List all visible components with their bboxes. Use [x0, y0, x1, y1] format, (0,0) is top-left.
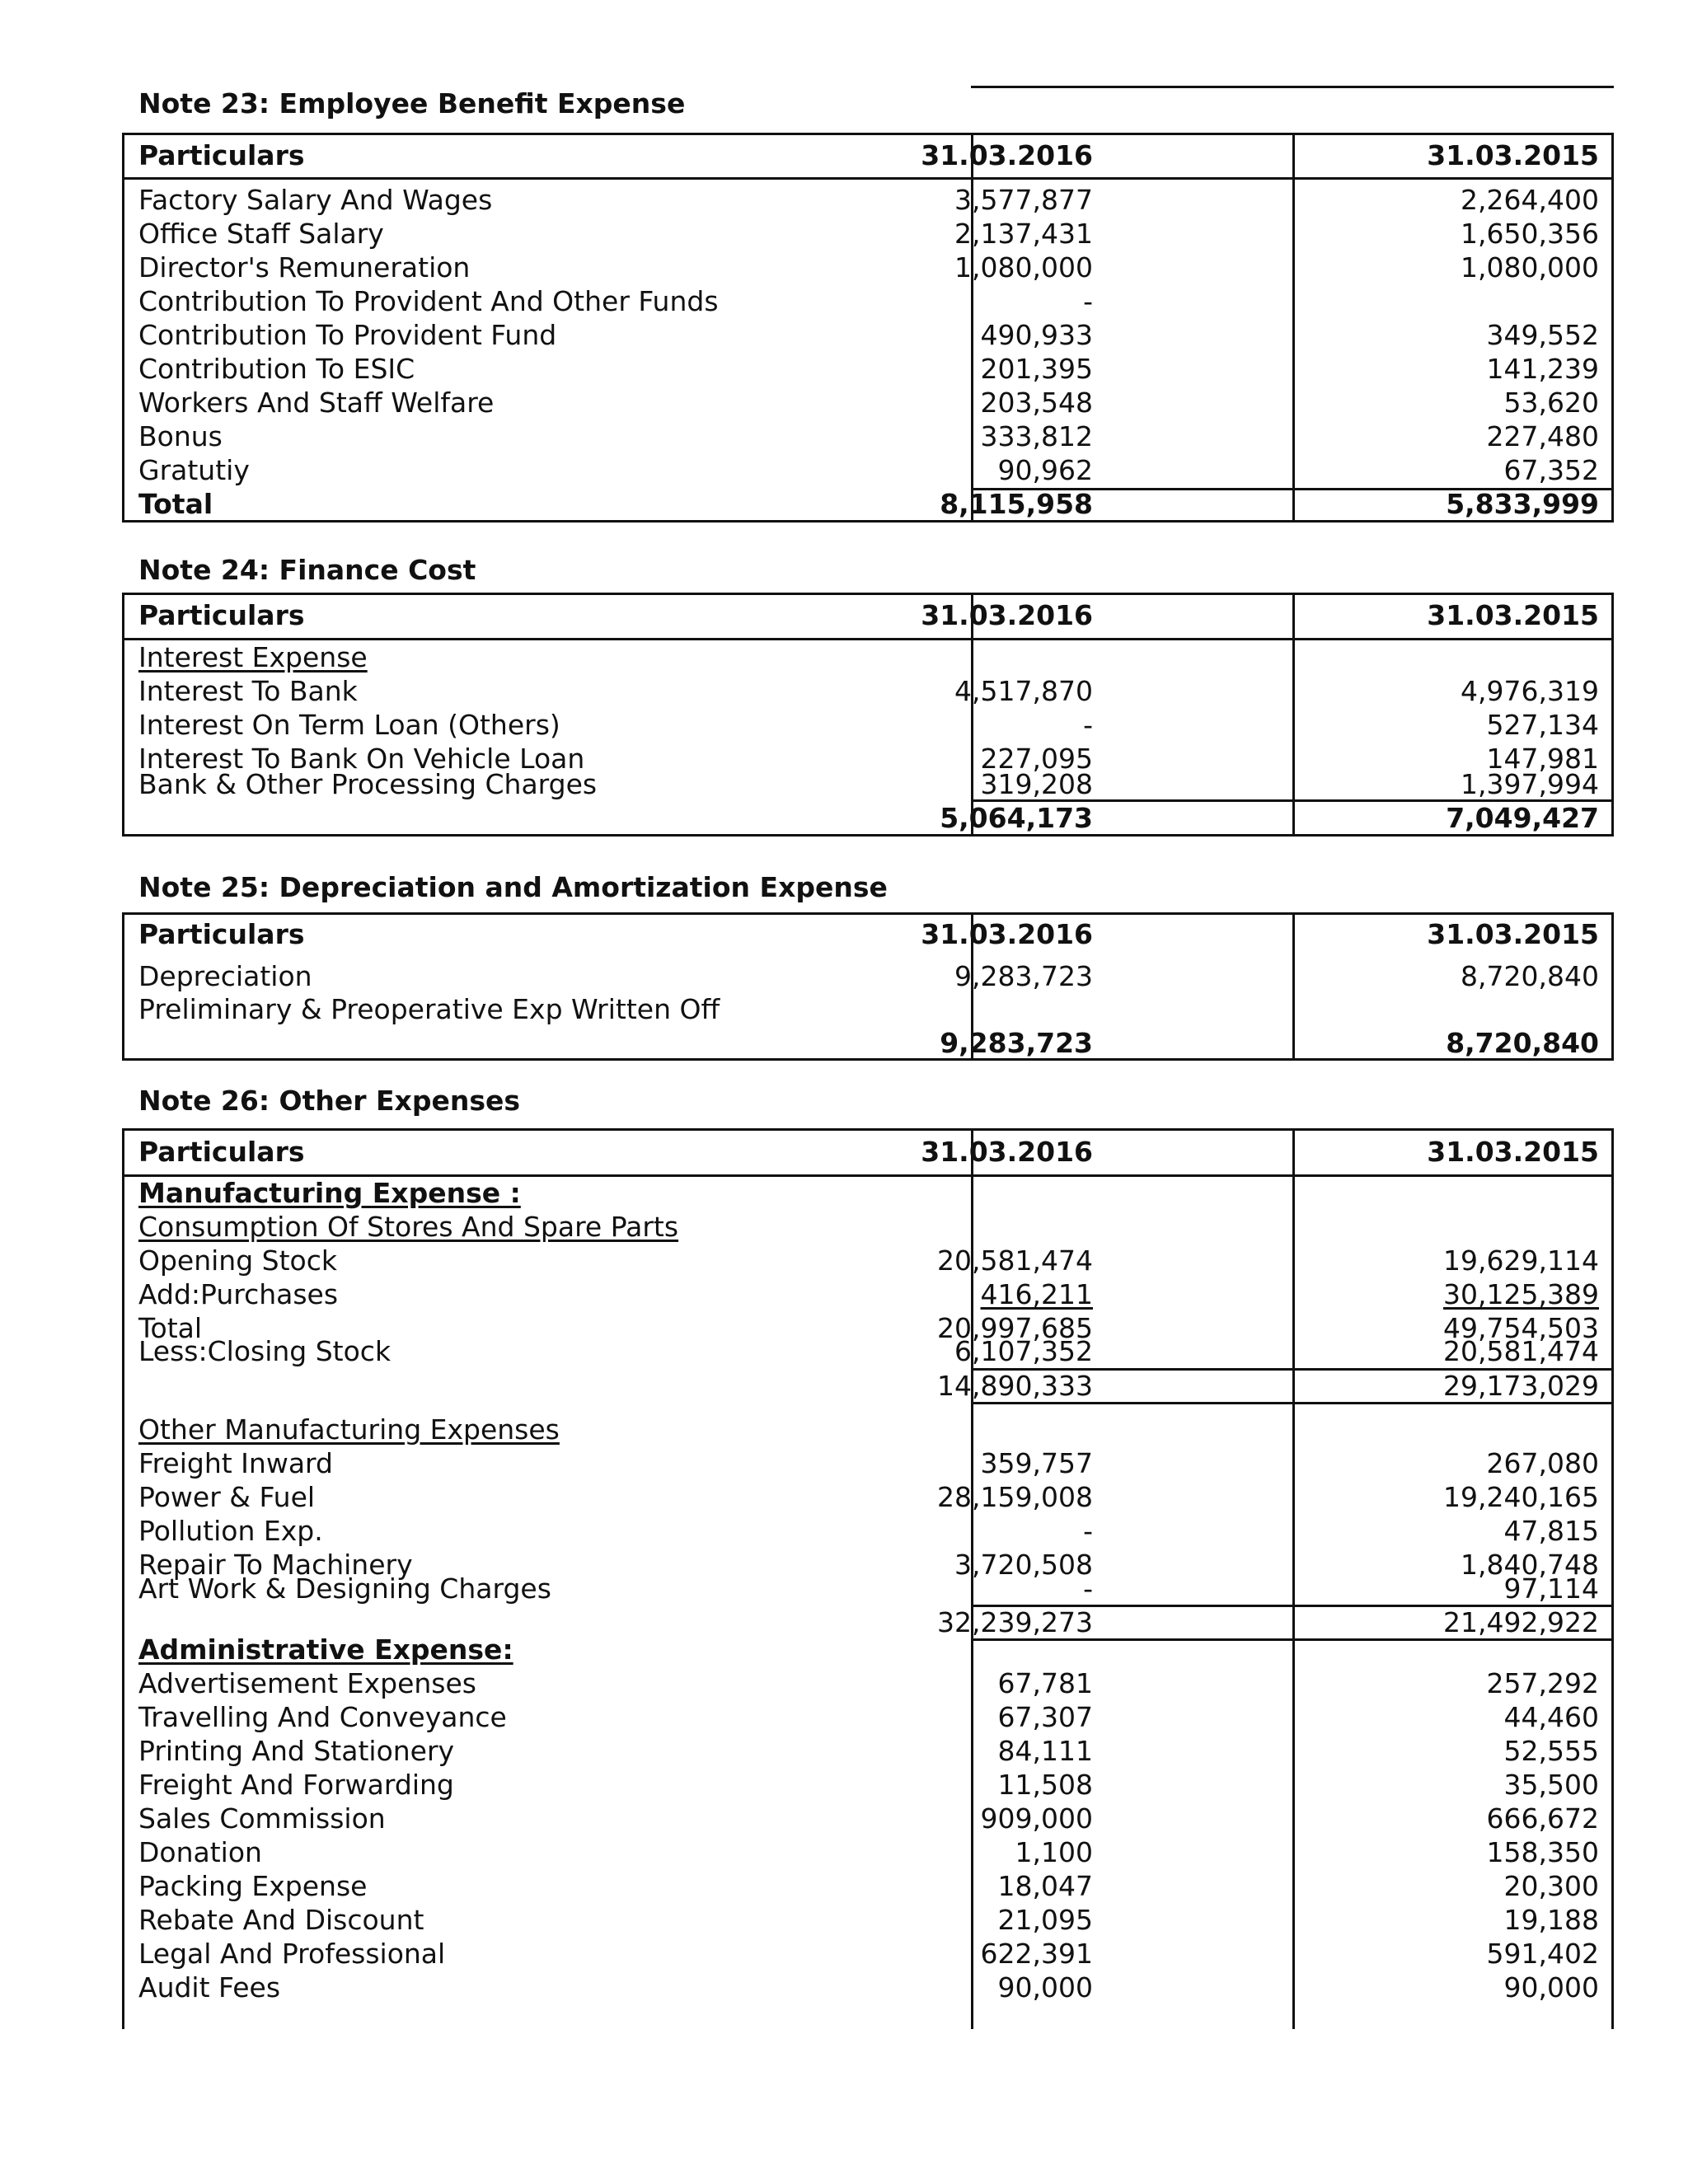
value-cy: 67,781: [997, 1667, 1093, 1699]
row-label: Director's Remuneration: [138, 251, 471, 284]
table-row: [122, 419, 1614, 453]
value-py: 1,650,356: [1461, 218, 1599, 250]
value-cy: 1,100: [1015, 1836, 1093, 1868]
header-py: 31.03.2015: [1427, 918, 1599, 950]
value-py: 52,555: [1503, 1735, 1599, 1767]
value-cy: 67,307: [997, 1701, 1093, 1733]
top-rule: [971, 86, 1614, 88]
note-23-table: [122, 133, 1614, 523]
other-mfg-heading: Other Manufacturing Expenses: [138, 1413, 560, 1446]
note-26-table: [122, 1128, 1614, 2029]
value-py: 2,264,400: [1461, 184, 1599, 216]
total-row: [122, 1026, 1614, 1060]
value-py: 19,240,165: [1443, 1481, 1599, 1513]
table-row: [122, 1802, 1614, 1835]
row-label: Contribution To Provident And Other Funds: [138, 285, 719, 317]
value-cy: -: [1083, 1515, 1093, 1547]
table-top-border: [122, 1128, 1614, 1131]
section-heading-row: [122, 1210, 1614, 1244]
table-row: [122, 1572, 1614, 1605]
section-heading-row: [122, 1176, 1614, 1210]
header-row: [122, 917, 1614, 951]
table-row: [122, 1903, 1614, 1937]
row-label: Donation: [138, 1836, 262, 1868]
header-cy: 31.03.2016: [921, 139, 1093, 171]
table-row: [122, 959, 1614, 993]
row-label: Freight And Forwarding: [138, 1769, 454, 1801]
row-label: Power & Fuel: [138, 1481, 316, 1513]
total-row: [122, 487, 1614, 521]
row-label: Preliminary & Preoperative Exp Written Off: [138, 993, 720, 1025]
table-row: [122, 453, 1614, 487]
row-label: Bonus: [138, 420, 223, 452]
header-py: 31.03.2015: [1427, 139, 1599, 171]
value-cy: 1,080,000: [954, 251, 1093, 284]
value-py: 1,080,000: [1461, 251, 1599, 284]
row-label: Audit Fees: [138, 1971, 281, 2004]
table-row: [122, 1514, 1614, 1548]
total-cy: 5,064,173: [940, 802, 1093, 834]
value-cy: 21,095: [997, 1904, 1093, 1936]
value-py: 158,350: [1486, 1836, 1599, 1868]
row-label: Repair To Machinery: [138, 1549, 413, 1581]
value-cy: 416,211: [980, 1278, 1093, 1310]
table-row: [122, 1869, 1614, 1903]
row-label: Freight Inward: [138, 1447, 333, 1479]
row-label: Depreciation: [138, 960, 312, 992]
header-row: [122, 138, 1614, 172]
table-row: [122, 992, 1614, 1026]
value-cy: 3,577,877: [954, 184, 1093, 216]
note-25-title: Note 25: Depreciation and Amortization Expense: [138, 871, 888, 903]
section-heading: Interest Expense: [138, 641, 368, 673]
value-cy: 201,395: [980, 353, 1093, 385]
value-cy: 6,107,352: [954, 1335, 1093, 1367]
table-row: [122, 1334, 1614, 1368]
value-py: 20,581,474: [1443, 1335, 1599, 1367]
value-cy: 11,508: [997, 1769, 1093, 1801]
row-label: Art Work & Designing Charges: [138, 1572, 551, 1605]
value-py: 49,754,503: [1443, 1312, 1599, 1344]
table-row: [122, 251, 1614, 284]
value-cy: 333,812: [980, 420, 1093, 452]
row-label: Opening Stock: [138, 1244, 337, 1277]
row-label: Legal And Professional: [138, 1938, 446, 1970]
table-row: [122, 1768, 1614, 1802]
value-py: 227,480: [1486, 420, 1599, 452]
value-cy: 84,111: [997, 1735, 1093, 1767]
row-label: Packing Expense: [138, 1870, 368, 1902]
table-row: [122, 1480, 1614, 1514]
row-label: Factory Salary And Wages: [138, 184, 493, 216]
row-label: Rebate And Discount: [138, 1904, 424, 1936]
value-py: 35,500: [1503, 1769, 1599, 1801]
value-cy: 2,137,431: [954, 218, 1093, 250]
table-row: [122, 1937, 1614, 1971]
row-label: Pollution Exp.: [138, 1515, 323, 1547]
value-py: 67,352: [1503, 454, 1599, 486]
row-label: Less:Closing Stock: [138, 1335, 392, 1367]
table-row: [122, 1700, 1614, 1734]
value-cy: 622,391: [980, 1938, 1093, 1970]
admin-heading: Administrative Expense:: [138, 1633, 513, 1666]
row-label: Add:Purchases: [138, 1278, 339, 1310]
value-cy: 20,997,685: [937, 1312, 1093, 1344]
table-row: [122, 1277, 1614, 1311]
table-row: [122, 217, 1614, 251]
header-py: 31.03.2015: [1427, 599, 1599, 631]
row-label: Contribution To Provident Fund: [138, 319, 557, 351]
value-cy: 490,933: [980, 319, 1093, 351]
header-particulars: Particulars: [138, 918, 305, 950]
value-cy: 909,000: [980, 1802, 1093, 1835]
subtotal-cy: 32,239,273: [937, 1606, 1093, 1638]
value-py: 1,397,994: [1461, 768, 1599, 800]
table-row: [122, 352, 1614, 386]
row-label: Advertisement Expenses: [138, 1667, 476, 1699]
header-cy: 31.03.2016: [921, 599, 1093, 631]
table-row: [122, 1971, 1614, 2004]
value-py: 19,188: [1503, 1904, 1599, 1936]
value-cy: 20,581,474: [937, 1244, 1093, 1277]
header-particulars: Particulars: [138, 1136, 305, 1168]
value-py: 53,620: [1503, 387, 1599, 419]
total-label: Total: [138, 488, 213, 520]
subtotal-py: 21,492,922: [1443, 1606, 1599, 1638]
value-py: 97,114: [1503, 1572, 1599, 1605]
row-label: Bank & Other Processing Charges: [138, 768, 598, 800]
header-cy: 31.03.2016: [921, 1136, 1093, 1168]
header-row: [122, 1135, 1614, 1169]
header-row: [122, 598, 1614, 632]
value-py: 19,629,114: [1443, 1244, 1599, 1277]
row-label: Gratutiy: [138, 454, 250, 486]
section-heading-row: [122, 1413, 1614, 1446]
value-cy: 203,548: [980, 387, 1093, 419]
value-cy: -: [1083, 285, 1093, 317]
note-25-table: [122, 912, 1614, 1061]
value-cy: 359,757: [980, 1447, 1093, 1479]
value-py: 4,976,319: [1461, 675, 1599, 707]
table-row: [122, 674, 1614, 708]
header-cy: 31.03.2016: [921, 918, 1093, 950]
subtotal-py: 29,173,029: [1443, 1370, 1599, 1402]
table-row: [122, 767, 1614, 801]
table-row: [122, 318, 1614, 352]
value-py: 8,720,840: [1461, 960, 1599, 992]
value-cy: 319,208: [980, 768, 1093, 800]
value-py: 267,080: [1486, 1447, 1599, 1479]
table-row: [122, 708, 1614, 742]
row-label: Contribution To ESIC: [138, 353, 415, 385]
table-row: [122, 1666, 1614, 1700]
value-cy: 227,095: [980, 743, 1093, 775]
value-cy: -: [1083, 709, 1093, 741]
header-particulars: Particulars: [138, 599, 305, 631]
value-py: 20,300: [1503, 1870, 1599, 1902]
value-cy: 28,159,008: [937, 1481, 1093, 1513]
value-cy: 90,000: [997, 1971, 1093, 2004]
value-cy: 4,517,870: [954, 675, 1093, 707]
value-py: 141,239: [1486, 353, 1599, 385]
value-cy: 90,962: [997, 454, 1093, 486]
section-heading-row: [122, 1633, 1614, 1666]
total-py: 8,720,840: [1446, 1027, 1599, 1059]
subtotal-row: [122, 1369, 1614, 1403]
value-cy: 9,283,723: [954, 960, 1093, 992]
value-py: 90,000: [1503, 1971, 1599, 2004]
total-cy: 8,115,958: [940, 488, 1093, 520]
total-py: 7,049,427: [1446, 802, 1599, 834]
header-py: 31.03.2015: [1427, 1136, 1599, 1168]
value-py: 147,981: [1486, 743, 1599, 775]
value-py: 666,672: [1486, 1802, 1599, 1835]
table-row: [122, 284, 1614, 318]
value-py: 1,840,748: [1461, 1549, 1599, 1581]
row-label: Printing And Stationery: [138, 1735, 455, 1767]
value-cy: -: [1083, 1572, 1093, 1605]
table-row: [122, 1446, 1614, 1480]
note-26-title: Note 26: Other Expenses: [138, 1085, 520, 1117]
value-py: 349,552: [1486, 319, 1599, 351]
manufacturing-heading: Manufacturing Expense :: [138, 1177, 521, 1209]
stores-heading: Consumption Of Stores And Spare Parts: [138, 1211, 679, 1243]
value-py: 527,134: [1486, 709, 1599, 741]
value-py: 30,125,389: [1443, 1278, 1599, 1310]
table-row: [122, 183, 1614, 217]
table-row: [122, 1835, 1614, 1869]
header-divider: [122, 177, 1614, 180]
note-24-title: Note 24: Finance Cost: [138, 554, 476, 586]
row-label: Workers And Staff Welfare: [138, 387, 495, 419]
value-py: 44,460: [1503, 1701, 1599, 1733]
total-cy: 9,283,723: [940, 1027, 1093, 1059]
table-row: [122, 1244, 1614, 1277]
table-row: [122, 1734, 1614, 1768]
section-heading-row: [122, 640, 1614, 674]
value-cy: 3,720,508: [954, 1549, 1093, 1581]
value-py: 591,402: [1486, 1938, 1599, 1970]
row-label: Travelling And Conveyance: [138, 1701, 507, 1733]
value-py: 257,292: [1486, 1667, 1599, 1699]
note-24-table: [122, 593, 1614, 837]
header-particulars: Particulars: [138, 139, 305, 171]
subtotal-cy: 14,890,333: [937, 1370, 1093, 1402]
row-label: Office Staff Salary: [138, 218, 384, 250]
row-label: Interest To Bank On Vehicle Loan: [138, 743, 585, 775]
row-label: Sales Commission: [138, 1802, 386, 1835]
total-py: 5,833,999: [1446, 488, 1599, 520]
row-label: Interest To Bank: [138, 675, 358, 707]
value-cy: 18,047: [997, 1870, 1093, 1902]
row-label: Total: [138, 1312, 203, 1344]
total-row: [122, 801, 1614, 835]
value-py: 47,815: [1503, 1515, 1599, 1547]
note-23-title: Note 23: Employee Benefit Expense: [138, 87, 686, 120]
table-row: [122, 386, 1614, 419]
row-label: Interest On Term Loan (Others): [138, 709, 560, 741]
